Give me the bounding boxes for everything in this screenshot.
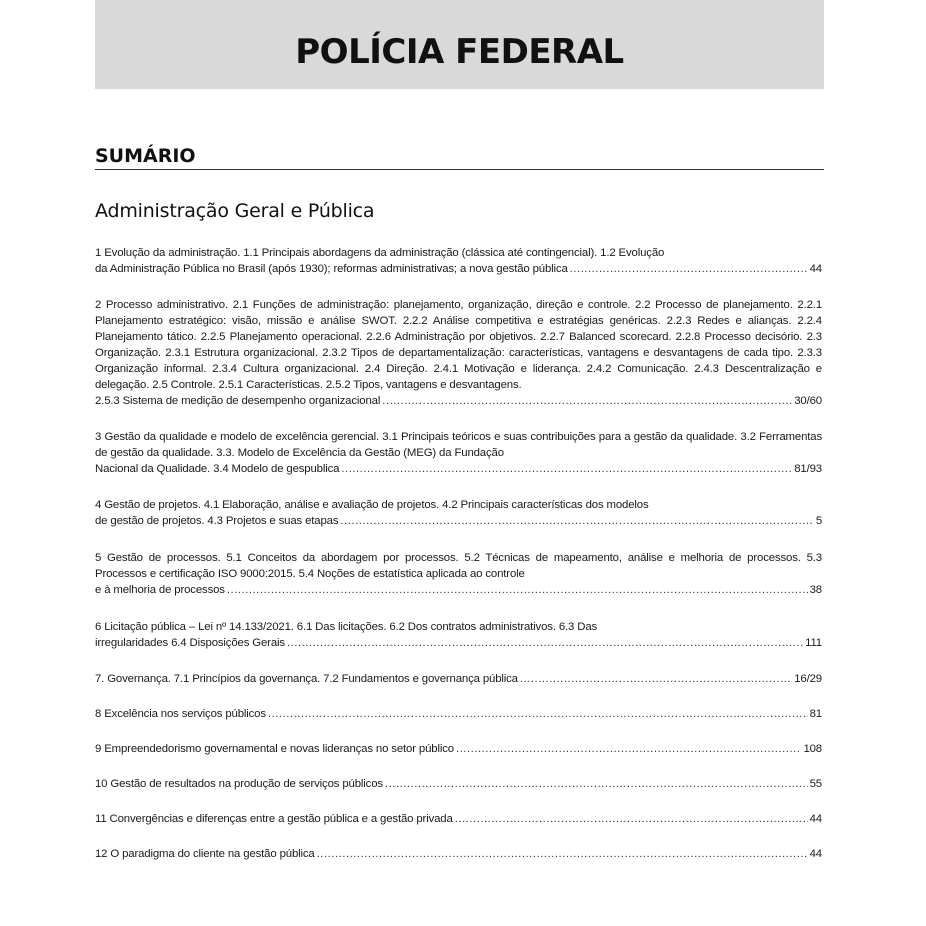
toc-entry-text: 6 Licitação pública – Lei nº 14.133/2021. 6.1 Das licitações. 6.2 Dos contratos administrativos. 6.3 Das xyxy=(95,621,598,633)
toc-entry-text-end: 11 Convergências e diferenças entre a gestão pública e a gestão privada xyxy=(95,813,453,825)
summary-heading: SUMÁRIO xyxy=(95,145,824,170)
toc-leader-dots xyxy=(340,513,813,529)
toc-entry-text-end: 12 O paradigma do cliente na gestão pública xyxy=(95,848,315,860)
toc-page-number: 16/29 xyxy=(794,673,822,685)
toc-leader-dots xyxy=(268,706,808,722)
table-of-contents xyxy=(95,245,822,881)
toc-entry-lastline xyxy=(95,671,822,687)
toc-leader-dots xyxy=(385,776,808,792)
toc-page-number: 38 xyxy=(809,584,822,596)
toc-entry-7 xyxy=(95,671,822,687)
toc-leader-dots xyxy=(520,671,792,687)
toc-entry-text-end: 10 Gestão de resultados na produção de serviços públicos xyxy=(95,778,383,790)
toc-page-number: 5 xyxy=(815,515,822,527)
toc-leader-dots xyxy=(456,741,801,757)
toc-entry-lastline xyxy=(95,461,822,477)
toc-entry-1 xyxy=(95,245,822,277)
toc-entry-text: 5 Gestão de processos. 5.1 Conceitos da abordagem por processos. 5.2 Técnicas de mapeamento, análise e melhoria de processos. 5.3 Processos e certificação ISO 9000:2015. 5.4 Noções de estatística aplicada ao controle xyxy=(95,552,822,580)
toc-entry-4 xyxy=(95,497,822,529)
toc-page-number: 55 xyxy=(809,778,822,790)
toc-entry-text: 3 Gestão da qualidade e modelo de excelência gerencial. 3.1 Principais teóricos e suas contribuições para a gestão da qualidade. 3.2 Ferramentas de gestão da qualidade. 3.3. Modelo de Excelência da Gestão (MEG) da Fundação xyxy=(95,431,822,459)
toc-entry-text: 1 Evolução da administração. 1.1 Principais abordagens da administração (clássica até contingencial). 1.2 Evolução xyxy=(95,247,665,259)
toc-entry-text-end: da Administração Pública no Brasil (após 1930); reformas administrativas; a nova gestão pública xyxy=(95,263,568,275)
toc-leader-dots xyxy=(227,582,808,598)
page-title: POLÍCIA FEDERAL xyxy=(295,31,624,72)
toc-entry-lastline xyxy=(95,706,822,722)
toc-entry-3 xyxy=(95,429,822,477)
toc-entry-lastline xyxy=(95,635,822,651)
toc-entry-9 xyxy=(95,741,822,757)
toc-entry-lastline xyxy=(95,513,822,529)
toc-entry-text-end: 7. Governança. 7.1 Princípios da governança. 7.2 Fundamentos e governança pública xyxy=(95,673,518,685)
section-title: Administração Geral e Pública xyxy=(95,200,375,222)
toc-page-number: 44 xyxy=(809,813,822,825)
toc-entry-lastline xyxy=(95,846,822,862)
toc-entry-lastline xyxy=(95,776,822,792)
toc-entry-lastline xyxy=(95,741,822,757)
toc-entry-lastline xyxy=(95,811,822,827)
toc-entry-text-end: 9 Empreendedorismo governamental e novas lideranças no setor público xyxy=(95,743,454,755)
toc-page-number: 44 xyxy=(809,263,822,275)
toc-entry-6 xyxy=(95,619,822,651)
toc-entry-12 xyxy=(95,846,822,862)
toc-entry-lastline xyxy=(95,261,822,277)
toc-page-number: 111 xyxy=(805,637,822,649)
toc-leader-dots xyxy=(455,811,808,827)
toc-entry-text: 2 Processo administrativo. 2.1 Funções de administração: planejamento, organização, direção e controle. 2.2 Processo de planejamento. 2.2.1 Planejamento estratégico: visão, missão e análise SWOT. 2.2.2 Análise competitiva e estratégias genéricas. 2.2.3 Redes e alianças. 2.2.4 Planejamento tático. 2.2.5 Planejamento operacional. 2.2.6 Administração por objetivos. 2.2.7 Balanced scorecard. 2.2.8 Processo decisório. 2.3 Organização. 2.3.1 Estrutura organizacional. 2.3.2 Tipos de departamentalização: características, vantagens e desvantagens de cada tipo. 2.3.3 Organização informal. 2.3.4 Cultura organizacional. 2.4 Direção. 2.4.1 Motivação e liderança. 2.4.2 Comunicação. 2.4.3 Descentralização e delegação. 2.5 Controle. 2.5.1 Características. 2.5.2 Tipos, vantagens e desvantagens. xyxy=(95,299,822,391)
toc-entry-lastline xyxy=(95,582,822,598)
toc-entry-text-end: de gestão de projetos. 4.3 Projetos e suas etapas xyxy=(95,515,339,527)
toc-page-number: 108 xyxy=(803,743,822,755)
toc-entry-10 xyxy=(95,776,822,792)
toc-entry-text-end: Nacional da Qualidade. 3.4 Modelo de gespublica xyxy=(95,463,340,475)
toc-entry-lastline xyxy=(95,393,822,409)
toc-page-number: 44 xyxy=(809,848,822,860)
toc-entry-text-end: 8 Excelência nos serviços públicos xyxy=(95,708,266,720)
toc-entry-8 xyxy=(95,706,822,722)
toc-page-number: 81 xyxy=(809,708,822,720)
toc-page-number: 30/60 xyxy=(794,395,822,407)
toc-leader-dots xyxy=(341,461,792,477)
header-banner xyxy=(95,0,824,89)
toc-entry-text-end: e à melhoria de processos xyxy=(95,584,225,596)
toc-leader-dots xyxy=(317,846,808,862)
toc-leader-dots xyxy=(382,393,792,409)
toc-entry-2 xyxy=(95,297,822,409)
toc-leader-dots xyxy=(570,261,808,277)
toc-entry-text-end: 2.5.3 Sistema de medição de desempenho organizacional xyxy=(95,395,381,407)
toc-page-number: 81/93 xyxy=(794,463,822,475)
toc-entry-text: 4 Gestão de projetos. 4.1 Elaboração, análise e avaliação de projetos. 4.2 Principais características dos modelos xyxy=(95,499,649,511)
toc-entry-5 xyxy=(95,550,822,598)
toc-leader-dots xyxy=(287,635,803,651)
toc-entry-11 xyxy=(95,811,822,827)
toc-entry-text-end: irregularidades 6.4 Disposições Gerais xyxy=(95,637,285,649)
